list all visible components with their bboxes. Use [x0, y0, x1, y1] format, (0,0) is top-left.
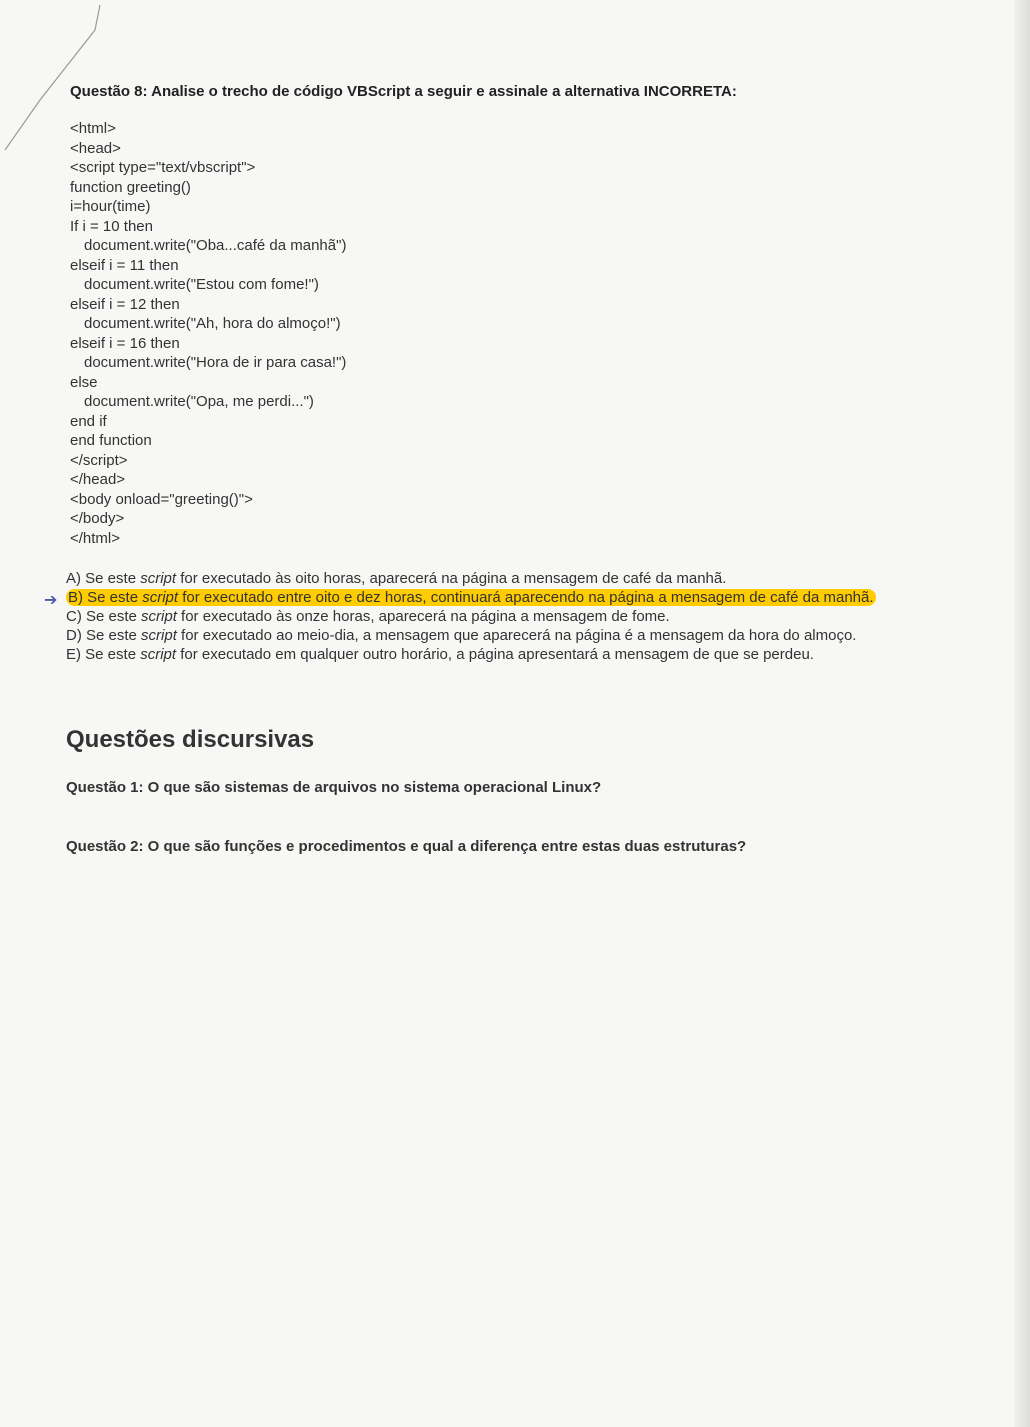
code-line: <body onload="greeting()">: [70, 490, 253, 508]
code-line: elseif i = 12 then: [70, 295, 180, 313]
code-line: <html>: [70, 120, 116, 137]
code-line: If i = 10 then: [70, 217, 153, 235]
option-text: E) Se este: [66, 646, 141, 663]
code-line: document.write("Oba...café da manhã"): [84, 237, 347, 254]
option-d: [66, 626, 952, 645]
code-line: </script>: [70, 451, 128, 469]
option-text: D) Se este: [66, 627, 142, 644]
option-b: [66, 588, 952, 607]
discursive-question-2: Questão 2: O que são funções e procedimentos e qual a diferença entre estas duas estruturas?: [66, 838, 747, 855]
code-line: elseif i = 16 then: [70, 334, 180, 352]
code-line: document.write("Ah, hora do almoço!"): [84, 315, 341, 332]
option-text: A) Se este: [66, 570, 141, 587]
code-line: i=hour(time): [70, 198, 151, 215]
code-line: elseif i = 11 then: [70, 256, 179, 274]
page-edge-shadow: [1014, 0, 1030, 1427]
section-heading: Questões discursivas: [66, 726, 315, 753]
option-text: for executado entre oito e dez horas, continuará aparecendo na página a mensagem de café da manhã.: [178, 589, 874, 606]
option-text: for executado às onze horas, aparecerá na página a mensagem de fome.: [176, 608, 670, 625]
option-text: script: [142, 589, 179, 606]
option-text: for executado às oito horas, aparecerá na página a mensagem de café da manhã.: [176, 570, 727, 587]
code-line: function greeting(): [70, 178, 191, 196]
code-line: document.write("Estou com fome!"): [84, 276, 319, 293]
option-text: for executado em qualquer outro horário, a página apresentará a mensagem de que se perdeu.: [176, 646, 814, 663]
option-text: script: [140, 570, 177, 587]
code-snippet: [70, 119, 346, 548]
option-text: script: [141, 608, 177, 625]
option-text: for executado ao meio-dia, a mensagem que aparecerá na página é a mensagem da hora do almoço.: [176, 627, 857, 644]
discursive-question-1: Questão 1: O que são sistemas de arquivos no sistema operacional Linux?: [66, 779, 602, 796]
code-line: <script type="text/vbscript">: [70, 159, 256, 176]
code-line: </html>: [70, 529, 121, 547]
code-line: else: [70, 373, 98, 391]
code-line: <head>: [70, 139, 121, 157]
code-line: document.write("Opa, me perdi..."): [84, 393, 314, 410]
code-line: end function: [70, 432, 152, 449]
option-text: script: [140, 646, 177, 663]
option-text: C) Se este: [66, 608, 142, 625]
question-8-title: Questão 8: Analise o trecho de código VBScript a seguir e assinale a alternativa INCORRETA:: [70, 83, 737, 100]
code-line: </head>: [70, 471, 126, 488]
code-line: end if: [70, 412, 107, 430]
option-text: script: [141, 627, 177, 644]
code-line: </body>: [70, 510, 125, 527]
answer-options: [66, 569, 952, 664]
arrow-mark-icon: ➔: [44, 592, 58, 609]
option-a: [66, 569, 952, 588]
option-e: [66, 645, 952, 664]
option-text: B) Se este: [68, 589, 143, 606]
code-line: document.write("Hora de ir para casa!"): [84, 354, 347, 371]
option-c: [66, 607, 952, 626]
